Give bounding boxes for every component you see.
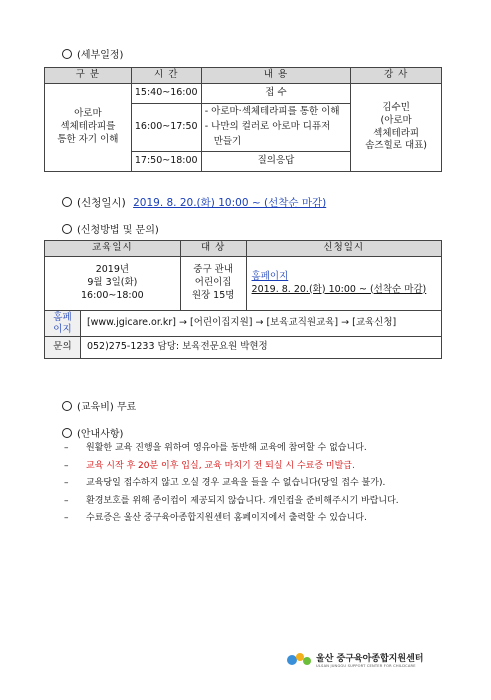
circle-bullet-icon [62,224,72,234]
homepage-path[interactable]: [www.jgicare.or.kr] → [어린이집지원] → [보육교직원교육] → [교육신청] [80,311,441,337]
footer-sub: ULSAN JUNGGU SUPPORT CENTER FOR CHILDCARE [316,663,416,668]
header-instructor: 강 사 [351,68,442,84]
circle-bullet-icon [62,401,72,411]
time-cell: 15:40~16:00 [131,84,201,104]
notes-list [62,440,442,528]
notes-heading: (안내사항) [62,425,123,440]
time-cell: 17:50~18:00 [131,152,201,172]
apply-time-cell: 홈페이지 2019. 8. 20.(화) 10:00 ~ (선착순 마감) [246,257,441,311]
apply-table [44,240,442,359]
content-cell: - 아로마·섹체테라피를 통한 이해 - 나만의 컬러로 아로마 디퓨저 만들기 [201,104,351,152]
homepage-label-cell: 홈페 이지 [45,311,81,337]
header-date: 교육일시 [45,241,181,257]
header-target: 대 상 [180,241,246,257]
apply-period-value: 2019. 8. 20.(화) 10:00 ~ (선착순 마감) [133,197,327,209]
header-time: 시 간 [131,68,201,84]
header-content: 내 용 [201,68,351,84]
contact-value: 052)275-1233 담당: 보육전문요원 박현정 [80,337,441,359]
list-item: – 교육당일 접수하지 않고 오실 경우 교육을 들을 수 없습니다(당일 접수 불가). [64,478,386,488]
apply-site-link[interactable]: 홈페이지 [251,270,289,282]
table-row [45,257,442,311]
apply-period: (신청일시) 2019. 8. 20.(화) 10:00 ~ (선착순 마감) [62,195,326,210]
edu-date-cell: 2019년 9월 3일(화) 16:00~18:00 [45,257,181,311]
table-row [45,311,442,337]
apply-header-row [45,241,442,257]
header-category: 구 분 [45,68,132,84]
list-item: – 교육 시작 후 20분 이후 입실, 교육 마치기 전 퇴실 시 수료증 미발급. [64,460,355,471]
circle-bullet-icon [62,197,72,207]
instructor-cell: 김수민 (아로마 섹체테라피 솜즈힐로 대표) [351,84,442,172]
footer-name: 울산 중구육아종합지원센터 [316,653,424,664]
circle-bullet-icon [62,49,72,59]
schedule-table [44,67,442,172]
schedule-heading: (세부일정) [62,46,123,61]
header-apply-time: 신청일시 [246,241,441,257]
apply-method-heading: (신청방법 및 문의) [62,221,159,236]
target-cell: 중구 관내 어린이집 원장 15명 [180,257,246,311]
circle-bullet-icon [62,428,72,438]
list-item: – 수료증은 울산 중구육아종합지원센터 홈페이지에서 출력할 수 있습니다. [64,513,367,523]
content-cell: 접 수 [201,84,351,104]
category-cell: 아로마 섹체테라피를 통한 자기 이해 [45,84,132,172]
content-cell: 질의응답 [201,152,351,172]
fee-line: (교육비) 무료 [62,398,136,413]
time-cell: 16:00~17:50 [131,104,201,152]
table-row [45,337,442,359]
contact-label-cell: 문의 [45,337,81,359]
footer-logo [286,650,423,668]
center-logo-icon [286,650,312,668]
table-row [45,84,442,104]
list-item: – 원활한 교육 진행을 위하여 영유아를 동반해 교육에 참여할 수 없습니다. [64,443,367,453]
list-item: – 환경보호를 위해 종이컵이 제공되지 않습니다. 개인컵을 준비해주시기 바랍니다. [64,495,399,506]
schedule-header-row [45,68,442,84]
